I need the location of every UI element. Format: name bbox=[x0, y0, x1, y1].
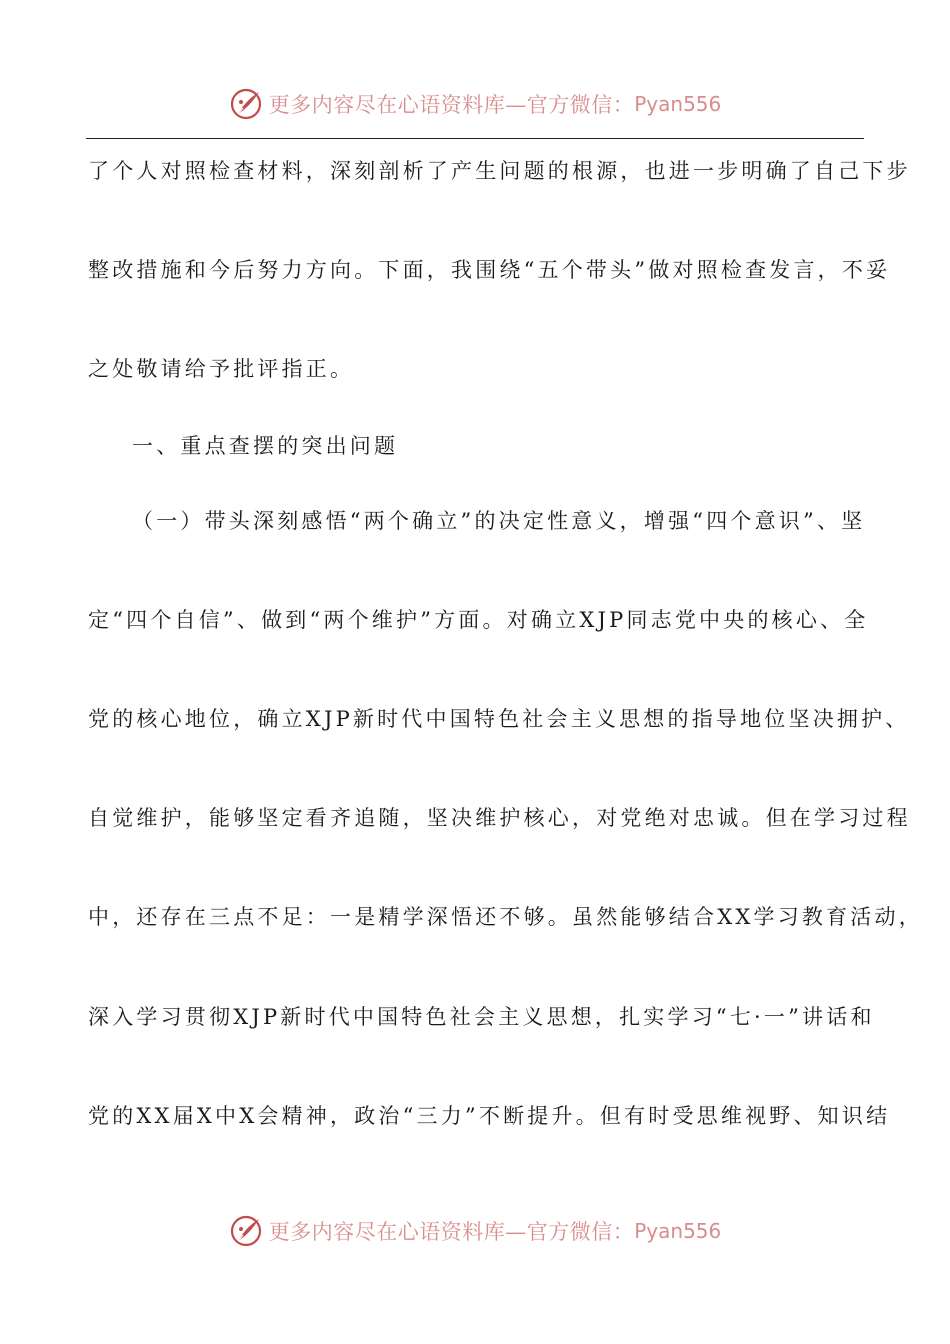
quill-pen-logo-icon bbox=[229, 87, 263, 121]
body-line: 定“四个自信”、做到“两个维护”方面。对确立XJP同志党中央的核心、全 bbox=[88, 608, 869, 632]
body-line: 整改措施和今后努力方向。下面，我围绕“五个带头”做对照检查发言，不妥 bbox=[88, 258, 891, 282]
watermark-text: 更多内容尽在心语资料库—官方微信： bbox=[268, 1220, 635, 1244]
body-line: 中，还存在三点不足：一是精学深悟还不够。虽然能够结合XX学习教育活动， bbox=[88, 905, 923, 929]
watermark-wechat-id: Pyan556 bbox=[634, 92, 722, 116]
body-line: 自觉维护，能够坚定看齐追随，坚决维护核心，对党绝对忠诚。但在学习过程 bbox=[88, 806, 911, 830]
section-heading: 一、重点查摆的突出问题 bbox=[132, 434, 399, 458]
watermark-text: 更多内容尽在心语资料库—官方微信： bbox=[268, 93, 635, 117]
quill-pen-logo-icon bbox=[229, 1214, 263, 1248]
body-line: 深入学习贯彻XJP新时代中国特色社会主义思想，扎实学习“七·一”讲话和 bbox=[88, 1005, 875, 1029]
body-line: 之处敬请给予批评指正。 bbox=[88, 357, 355, 381]
body-line: 党的核心地位，确立XJP新时代中国特色社会主义思想的指导地位坚决拥护、 bbox=[88, 707, 910, 731]
header-rule bbox=[86, 138, 864, 139]
footer-watermark bbox=[0, 1211, 950, 1251]
body-line: 了个人对照检查材料，深刻剖析了产生问题的根源，也进一步明确了自己下步 bbox=[88, 159, 911, 183]
watermark-wechat-id: Pyan556 bbox=[634, 1219, 722, 1243]
subsection-heading-line: （一）带头深刻感悟“两个确立”的决定性意义，增强“四个意识”、坚 bbox=[132, 509, 866, 533]
body-line: 党的XX届X中X会精神，政治“三力”不断提升。但有时受思维视野、知识结 bbox=[88, 1104, 891, 1128]
header-watermark bbox=[0, 84, 950, 124]
